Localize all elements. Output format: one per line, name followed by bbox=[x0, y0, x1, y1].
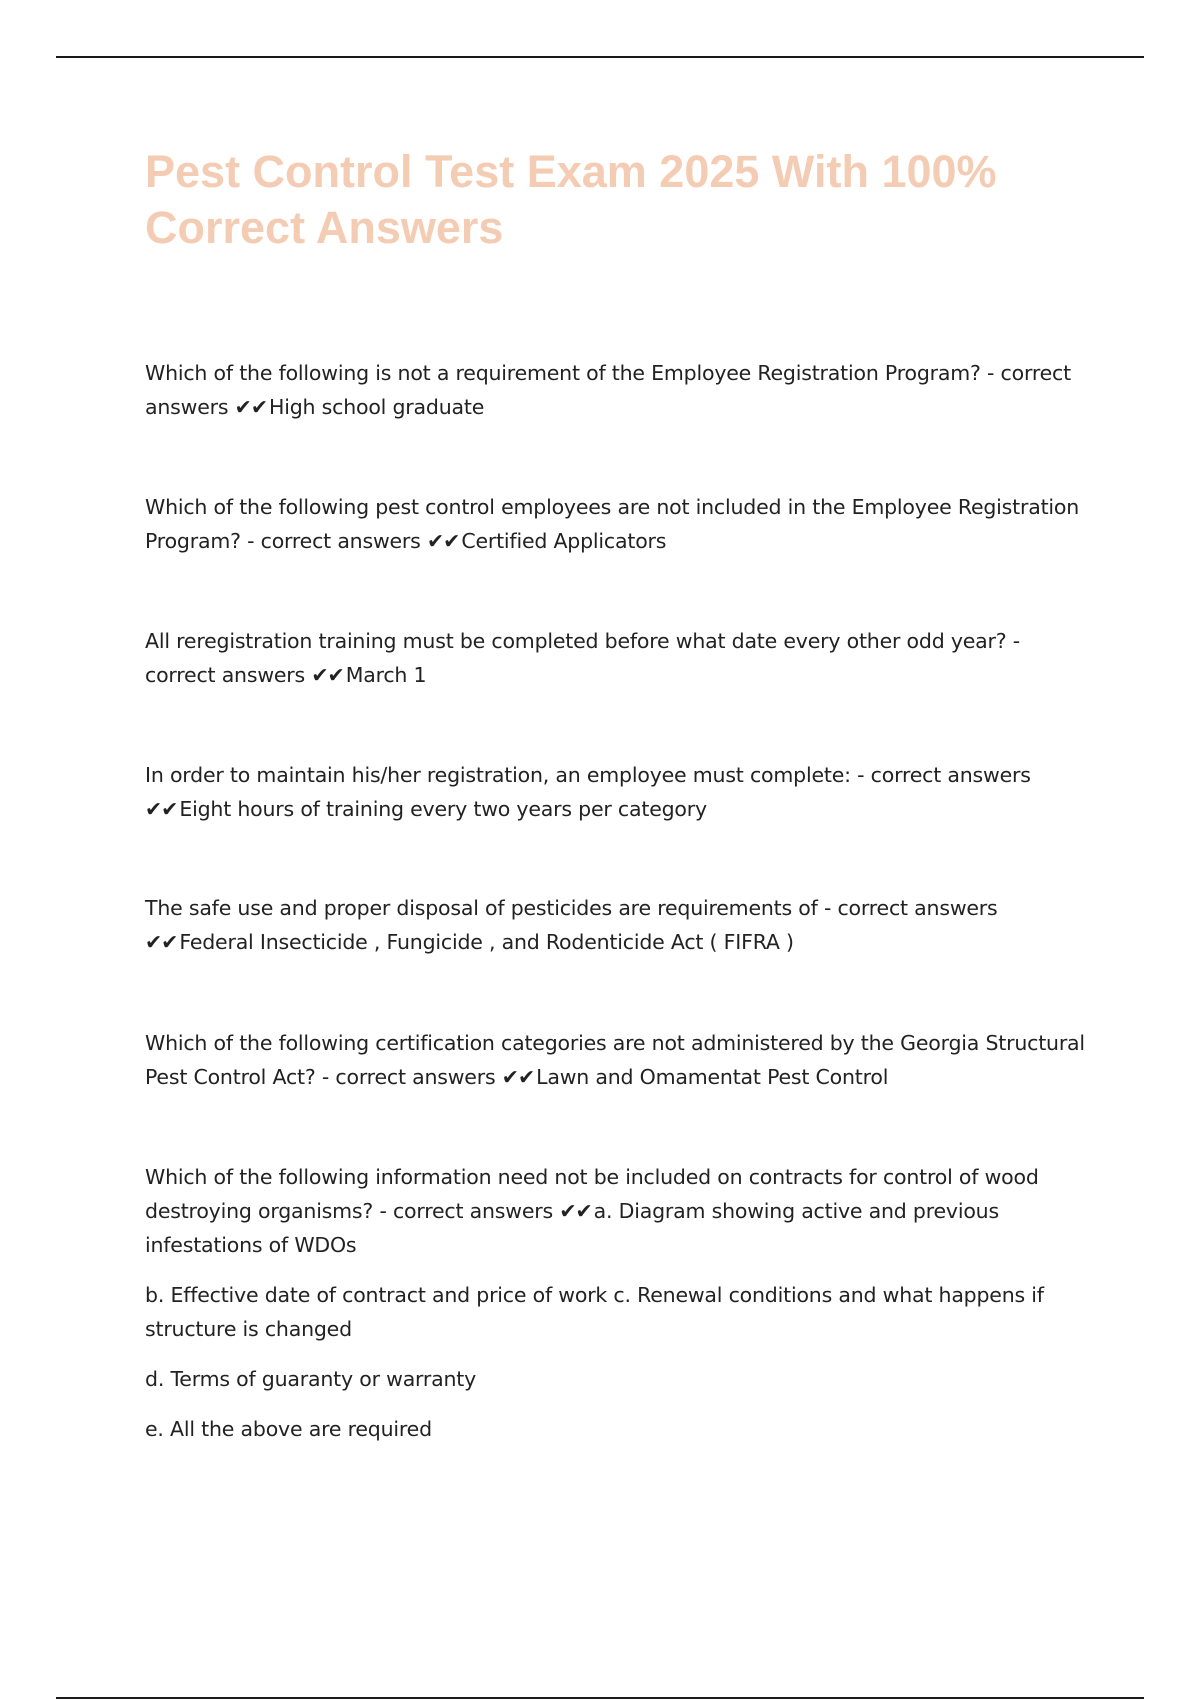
qa-text bbox=[145, 624, 1095, 692]
qa-item bbox=[145, 891, 1095, 959]
answer-option: d. Terms of guaranty or warranty bbox=[145, 1367, 477, 1391]
qa-text bbox=[145, 758, 1095, 826]
answer-option: b. Effective date of contract and price of work c. Renewal conditions and what happens if structure is changed bbox=[145, 1283, 1044, 1341]
answer-option: e. All the above are required bbox=[145, 1417, 432, 1441]
question-text: Which of the following is not a requirement of the Employee Registration Program? bbox=[145, 361, 981, 385]
qa-text bbox=[145, 1026, 1095, 1094]
answer-marker: - correct answers bbox=[321, 1065, 496, 1089]
qa-item bbox=[145, 1026, 1095, 1094]
checkmark-icon: ✔✔ bbox=[311, 663, 344, 687]
question-text: All reregistration training must be completed before what date every other odd year? bbox=[145, 629, 1007, 653]
document-title: Pest Control Test Exam 2025 With 100% Correct Answers bbox=[145, 146, 997, 253]
checkmark-icon: ✔✔ bbox=[145, 797, 178, 821]
checkmark-icon: ✔✔ bbox=[426, 529, 460, 553]
qa-text bbox=[145, 1160, 1095, 1262]
qa-item bbox=[145, 758, 1095, 826]
answer-text: Eight hours of training every two years per category bbox=[179, 797, 707, 821]
checkmark-icon: ✔✔ bbox=[234, 395, 268, 419]
answer-marker: - correct answers bbox=[379, 1199, 553, 1223]
checkmark-icon: ✔✔ bbox=[559, 1199, 592, 1223]
answer-text: Federal Insecticide , Fungicide , and Rodenticide Act ( FIFRA ) bbox=[179, 930, 794, 954]
question-text: In order to maintain his/her registration, an employee must complete: bbox=[145, 763, 851, 787]
answer-marker: - correct answers bbox=[145, 629, 1020, 687]
qa-text bbox=[145, 891, 1095, 959]
question-text: The safe use and proper disposal of pesticides are requirements of bbox=[145, 896, 818, 920]
answer-text: High school graduate bbox=[269, 395, 485, 419]
answer-marker: - correct answers bbox=[823, 896, 998, 920]
qa-item bbox=[145, 624, 1095, 692]
answer-marker: - correct answers bbox=[857, 763, 1031, 787]
question-text: Which of the following pest control employees are not included in the Employee Registration Program? bbox=[145, 495, 1080, 553]
checkmark-icon: ✔✔ bbox=[501, 1065, 535, 1089]
checkmark-icon: ✔✔ bbox=[145, 930, 178, 954]
qa-text bbox=[145, 490, 1095, 558]
qa-item bbox=[145, 490, 1095, 558]
answer-text: Lawn and Omamentat Pest Control bbox=[536, 1065, 889, 1089]
answer-marker: - correct answers bbox=[247, 529, 421, 553]
answer-text: a. Diagram showing active and previous infestations of WDOs bbox=[145, 1199, 999, 1257]
answer-marker: - correct answers bbox=[145, 361, 1071, 419]
top-rule bbox=[56, 56, 1144, 58]
answer-text: Certified Applicators bbox=[461, 529, 667, 553]
bottom-rule bbox=[56, 1697, 1144, 1699]
answer-text: March 1 bbox=[345, 663, 427, 687]
question-text: Which of the following information need not be included on contracts for control of wood destroying organisms? bbox=[145, 1165, 1039, 1223]
qa-item bbox=[145, 356, 1095, 424]
qa-item bbox=[145, 1160, 1095, 1446]
qa-text bbox=[145, 356, 1095, 424]
question-text: Which of the following certification categories are not administered by the Georgia Structural Pest Control Act? bbox=[145, 1031, 1085, 1089]
